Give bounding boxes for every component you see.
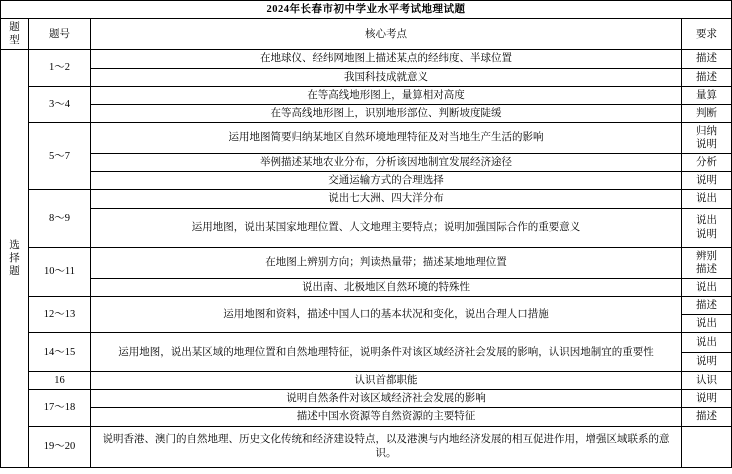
row-requirement-line: 说明 bbox=[696, 393, 717, 405]
row-requirement-line: 说明 bbox=[696, 139, 717, 150]
row-number: 3～4 bbox=[29, 86, 91, 122]
section-label-line-2: 择 bbox=[9, 252, 20, 264]
row-requirement-line: 说明 bbox=[696, 356, 717, 368]
table-row bbox=[1, 50, 732, 68]
row-requirement bbox=[682, 296, 732, 314]
row-requirement bbox=[682, 68, 732, 86]
row-requirement-line: 量算 bbox=[696, 89, 717, 101]
row-number: 16 bbox=[29, 372, 91, 390]
row-requirement bbox=[682, 50, 732, 68]
table-row bbox=[1, 408, 732, 426]
row-number: 19～20 bbox=[29, 426, 91, 467]
row-requirement bbox=[682, 408, 732, 426]
row-requirement-line: 分析 bbox=[696, 157, 717, 169]
row-requirement-line: 说出 bbox=[696, 318, 717, 329]
row-requirement-line: 说出 bbox=[696, 215, 717, 227]
row-core-point: 在等高线地形图上，识别地形部位、判断坡度陡缓 bbox=[91, 104, 682, 122]
section-label-choice bbox=[1, 50, 29, 467]
section-label-line-1: 选 bbox=[9, 239, 20, 251]
row-requirement-line: 说出 bbox=[696, 336, 717, 348]
header-type-line-1: 题 bbox=[9, 22, 20, 34]
row-number: 17～18 bbox=[29, 390, 91, 426]
row-requirement bbox=[682, 190, 732, 208]
row-requirement bbox=[682, 333, 732, 353]
header-core-points: 核心考点 bbox=[91, 19, 682, 50]
row-requirement bbox=[682, 315, 732, 333]
table-row bbox=[1, 390, 732, 408]
row-core-point: 运用地图简要归纳某地区自然环境地理特征及对当地生产生活的影响 bbox=[91, 122, 682, 153]
row-requirement bbox=[682, 172, 732, 190]
table-row bbox=[1, 372, 732, 390]
table-row bbox=[1, 426, 732, 467]
section-label-line-3: 题 bbox=[9, 266, 20, 277]
table-row bbox=[1, 172, 732, 190]
row-requirement bbox=[682, 426, 732, 467]
row-requirement-line: 描述 bbox=[696, 263, 717, 275]
row-number: 12～13 bbox=[29, 296, 91, 332]
row-core-point: 举例描述某地农业分布，分析该因地制宜发展经济途径 bbox=[91, 154, 682, 172]
row-requirement bbox=[682, 154, 732, 172]
row-number: 5～7 bbox=[29, 122, 91, 190]
row-core-point: 说出南、北极地区自然环境的特殊性 bbox=[91, 278, 682, 296]
header-requirement: 要求 bbox=[682, 19, 732, 50]
document-title: 2024年长春市初中学业水平考试地理试题 bbox=[1, 1, 732, 19]
table-row bbox=[1, 122, 732, 153]
table-title-row bbox=[1, 1, 732, 19]
row-number: 8～9 bbox=[29, 190, 91, 247]
row-core-point: 说出七大洲、四大洋分布 bbox=[91, 190, 682, 208]
row-number: 10～11 bbox=[29, 247, 91, 296]
row-requirement-line: 描述 bbox=[696, 71, 717, 83]
row-requirement-line: 描述 bbox=[696, 299, 717, 311]
table-header-row bbox=[1, 19, 732, 50]
table-row bbox=[1, 68, 732, 86]
table-row bbox=[1, 208, 732, 247]
header-type bbox=[1, 19, 29, 50]
row-number: 14～15 bbox=[29, 333, 91, 372]
row-core-point: 在地球仪、经纬网地图上描述某点的经纬度、半球位置 bbox=[91, 50, 682, 68]
row-requirement-line: 认识 bbox=[696, 375, 717, 387]
row-requirement-line: 辨别 bbox=[696, 250, 717, 262]
row-requirement bbox=[682, 122, 732, 153]
table-row bbox=[1, 333, 732, 353]
row-core-point: 认识首都职能 bbox=[91, 372, 682, 390]
row-core-point: 运用地图和资料，描述中国人口的基本状况和变化，说出合理人口措施 bbox=[91, 296, 682, 332]
row-requirement bbox=[682, 86, 732, 104]
header-number: 题号 bbox=[29, 19, 91, 50]
row-core-point: 说明香港、澳门的自然地理、历史文化传统和经济建设特点，以及港澳与内地经济发展的相互促进作用，增强区域联系的意识。 bbox=[91, 426, 682, 467]
row-requirement-line: 归纳 bbox=[696, 125, 717, 137]
row-core-point: 在地图上辨别方向；判读热量带；描述某地地理位置 bbox=[91, 247, 682, 278]
row-core-point: 我国科技成就意义 bbox=[91, 68, 682, 86]
row-requirement-line: 说明 bbox=[696, 175, 717, 187]
row-number: 1～2 bbox=[29, 50, 91, 86]
row-requirement-line: 说出 bbox=[696, 281, 717, 293]
row-requirement bbox=[682, 208, 732, 247]
header-type-line-2: 型 bbox=[9, 35, 20, 47]
row-requirement bbox=[682, 372, 732, 390]
row-core-point: 交通运输方式的合理选择 bbox=[91, 172, 682, 190]
table-row bbox=[1, 154, 732, 172]
table-row bbox=[1, 247, 732, 278]
row-core-point: 说明自然条件对该区域经济社会发展的影响 bbox=[91, 390, 682, 408]
row-requirement bbox=[682, 247, 732, 278]
row-requirement bbox=[682, 278, 732, 296]
row-requirement-line: 说明 bbox=[696, 228, 717, 240]
row-core-point: 运用地图，说出某国家地理位置、人文地理主要特点；说明加强国际合作的重要意义 bbox=[91, 208, 682, 247]
table-row bbox=[1, 104, 732, 122]
row-requirement-line: 描述 bbox=[696, 411, 717, 423]
row-requirement-line: 判断 bbox=[696, 107, 717, 119]
row-core-point: 运用地图，说出某区域的地理位置和自然地理特征，说明条件对该区域经济社会发展的影响，认识因地制宜的重要性 bbox=[91, 333, 682, 372]
row-requirement bbox=[682, 390, 732, 408]
row-core-point: 在等高线地形图上，量算相对高度 bbox=[91, 86, 682, 104]
row-requirement bbox=[682, 352, 732, 372]
row-requirement-line: 描述 bbox=[696, 53, 717, 65]
table-row bbox=[1, 296, 732, 314]
table-row bbox=[1, 278, 732, 296]
row-requirement bbox=[682, 104, 732, 122]
row-requirement-line: 说出 bbox=[696, 193, 717, 205]
table-row bbox=[1, 190, 732, 208]
row-core-point: 描述中国水资源等自然资源的主要特征 bbox=[91, 408, 682, 426]
table-row bbox=[1, 86, 732, 104]
